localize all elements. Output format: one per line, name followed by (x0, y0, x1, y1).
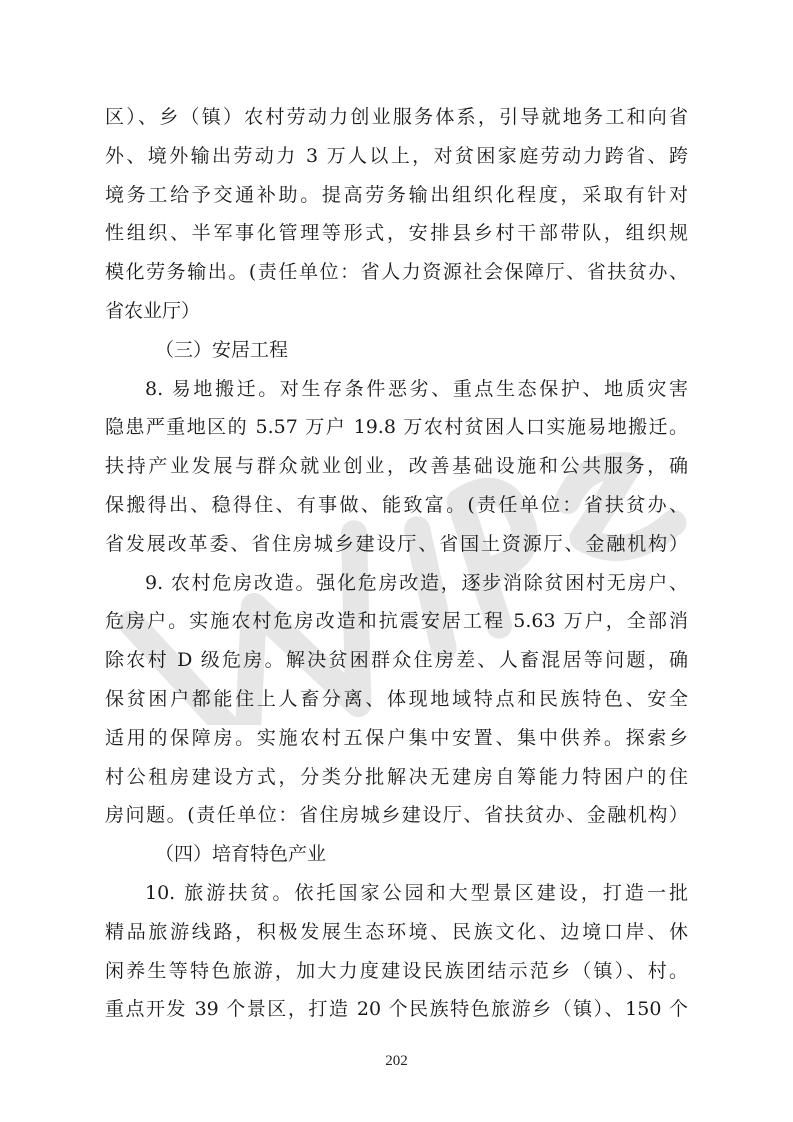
text-line: 闲养生等特色旅游，加大力度建设民族团结示范乡（镇）、村。 (105, 959, 688, 982)
body-text (105, 98, 688, 1029)
text-line: 除农村 D 级危房。解决贫困群众住房差、人畜混居等问题，确 (105, 649, 688, 672)
text-line: 适用的保障房。实施农村五保户集中安置、集中供养。探索乡 (105, 726, 688, 749)
text-line: 隐患严重地区的 5.57 万户 19.8 万农村贫困人口实施易地搬迁。 (105, 416, 688, 439)
text-line: 精品旅游线路，积极发展生态环境、民族文化、边境口岸、休 (105, 920, 688, 943)
text-line: 扶持产业发展与群众就业创业，改善基础设施和公共服务，确 (105, 455, 688, 478)
text-line: 房问题。(责任单位：省住房城乡建设厅、省扶贫办、金融机构） (105, 804, 688, 827)
text-line: 模化劳务输出。(责任单位：省人力资源社会保障厅、省扶贫办、 (105, 261, 688, 284)
text-line: 外、境外输出劳动力 3 万人以上，对贫困家庭劳动力跨省、跨 (105, 144, 688, 167)
text-line: 保搬得出、稳得住、有事做、能致富。(责任单位：省扶贫办、 (105, 493, 688, 516)
text-line: 保贫困户都能住上人畜分离、体现地域特点和民族特色、安全 (105, 687, 688, 710)
text-line: 10. 旅游扶贫。依托国家公园和大型景区建设，打造一批 (145, 881, 688, 904)
text-line: 8. 易地搬迁。对生存条件恶劣、重点生态保护、地质灾害 (145, 377, 688, 400)
text-line: 境务工给予交通补助。提高劳务输出组织化程度，采取有针对 (105, 183, 688, 206)
section-heading: （三）安居工程 (155, 338, 289, 361)
text-line: 危房户。实施农村危房改造和抗震安居工程 5.63 万户，全部消 (105, 610, 688, 633)
section-heading: （四）培育特色产业 (155, 843, 327, 866)
text-line: 性组织、半军事化管理等形式，安排县乡村干部带队，组织规 (105, 222, 688, 245)
text-line: 省发展改革委、省住房城乡建设厅、省国土资源厅、金融机构） (105, 532, 688, 555)
text-line: 村公租房建设方式，分类分批解决无建房自筹能力特困户的住 (105, 765, 688, 788)
page-number: 202 (385, 1053, 408, 1069)
text-line: 省农业厅） (105, 299, 201, 322)
text-line: 重点开发 39 个景区，打造 20 个民族特色旅游乡（镇）、150 个 (105, 998, 688, 1021)
text-line: 9. 农村危房改造。强化危房改造，逐步消除贫困村无房户、 (145, 571, 688, 594)
text-line: 区）、乡（镇）农村劳动力创业服务体系，引导就地务工和向省 (105, 106, 688, 128)
